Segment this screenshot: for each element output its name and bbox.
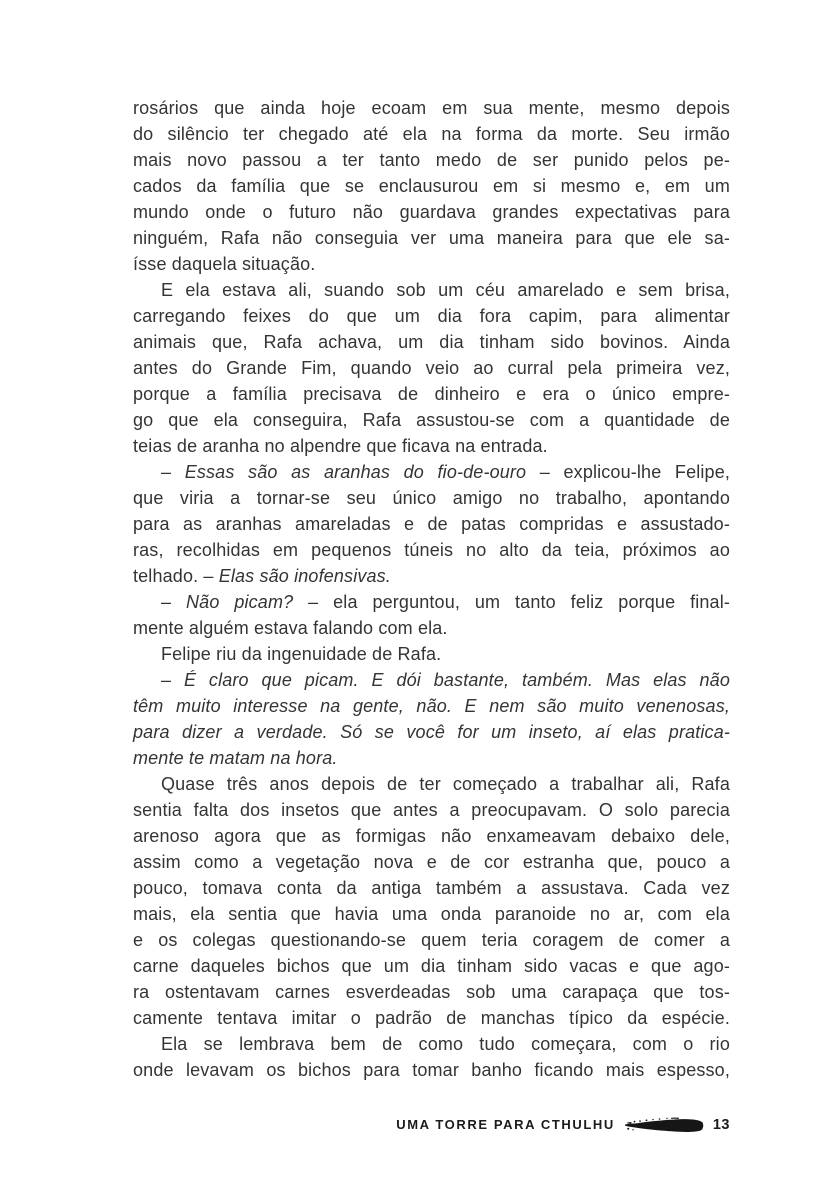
text-line	[133, 667, 730, 693]
text-line	[133, 251, 730, 277]
text-line	[133, 147, 730, 173]
text-line	[133, 199, 730, 225]
italic-text-segment: Elas são inofensivas.	[218, 566, 391, 586]
running-title: UMA TORRE PARA CTHULHU	[396, 1117, 615, 1132]
text-segment: assim como a vegetação nova e de cor estranha que, pouco a	[133, 852, 730, 872]
text-line	[133, 589, 730, 615]
text-line	[133, 823, 730, 849]
text-line	[133, 407, 730, 433]
text-line	[133, 693, 730, 719]
paragraph	[133, 277, 730, 459]
text-line	[133, 329, 730, 355]
text-segment: camente tentava imitar o padrão de manchas típico da espécie.	[133, 1008, 730, 1028]
paragraph	[133, 1031, 730, 1083]
text-segment: antes do Grande Fim, quando veio ao curral pela primeira vez,	[133, 358, 730, 378]
text-line	[133, 641, 730, 667]
paragraph	[133, 95, 730, 277]
text-segment: – ela perguntou, um tanto feliz porque final-	[293, 592, 730, 612]
text-segment: Ela se lembrava bem de como tudo começara, com o rio	[161, 1034, 730, 1054]
text-line	[133, 563, 730, 589]
text-line	[133, 719, 730, 745]
text-line	[133, 875, 730, 901]
text-line	[133, 121, 730, 147]
text-line	[133, 355, 730, 381]
text-segment: mais novo passou a ter tanto medo de ser punido pelos pe-	[133, 150, 730, 170]
text-segment: E ela estava ali, suando sob um céu amarelado e sem brisa,	[161, 280, 730, 300]
italic-text-segment: mente te matam na hora.	[133, 748, 338, 768]
text-segment: mais, ela sentia que havia uma onda paranoide no ar, com ela	[133, 904, 730, 924]
text-line	[133, 771, 730, 797]
paragraph	[133, 641, 730, 667]
text-segment: rosários que ainda hoje ecoam em sua mente, mesmo depois	[133, 98, 730, 118]
text-segment: teias de aranha no alpendre que ficava na entrada.	[133, 436, 548, 456]
italic-text-segment: – Essas são as aranhas do fio-de-ouro	[161, 462, 527, 482]
text-line	[133, 173, 730, 199]
text-line	[133, 745, 730, 771]
text-segment: e os colegas questionando-se quem teria coragem de comer a	[133, 930, 730, 950]
text-line	[133, 381, 730, 407]
text-line	[133, 1005, 730, 1031]
text-segment: do silêncio ter chegado até ela na forma da morte. Seu irmão	[133, 124, 730, 144]
text-block	[133, 95, 730, 1083]
page-number: 13	[712, 1116, 730, 1133]
text-segment: arenoso agora que as formigas não enxameavam debaixo dele,	[133, 826, 730, 846]
paragraph	[133, 771, 730, 1031]
text-segment: ninguém, Rafa não conseguia ver uma maneira para que ele sa-	[133, 228, 730, 248]
text-segment: ras, recolhidas em pequenos túneis no alto da teia, próximos ao	[133, 540, 730, 560]
text-segment: – explicou-lhe Felipe,	[526, 462, 731, 482]
text-line	[133, 485, 730, 511]
text-segment: pouco, tomava conta da antiga também a assustava. Cada vez	[133, 878, 730, 898]
italic-text-segment: têm muito interesse na gente, não. E nem são muito venenosas,	[133, 696, 730, 716]
text-line	[133, 459, 730, 485]
text-segment: Quase três anos depois de ter começado a trabalhar ali, Rafa	[161, 774, 730, 794]
text-segment: telhado. –	[133, 566, 219, 586]
italic-text-segment: – É claro que picam. E dói bastante, também. Mas elas não	[161, 670, 730, 690]
text-line	[133, 901, 730, 927]
text-segment: carne daqueles bichos que um dia tinham sido vacas e que ago-	[133, 956, 730, 976]
text-line	[133, 433, 730, 459]
text-segment: animais que, Rafa achava, um dia tinham sido bovinos. Ainda	[133, 332, 730, 352]
paragraph	[133, 459, 730, 589]
text-segment: cados da família que se enclausurou em si mesmo e, em um	[133, 176, 730, 196]
text-segment: onde levavam os bichos para tomar banho ficando mais espesso,	[133, 1060, 730, 1080]
text-segment: para as aranhas amareladas e de patas compridas e assustado-	[133, 514, 730, 534]
text-line	[133, 849, 730, 875]
ink-brush-stroke-icon	[624, 1117, 704, 1134]
italic-text-segment: – Não picam?	[161, 592, 294, 612]
text-line	[133, 303, 730, 329]
text-segment: sentia falta dos insetos que antes a preocupavam. O solo parecia	[133, 800, 730, 820]
text-line	[133, 95, 730, 121]
text-line	[133, 615, 730, 641]
text-segment: go que ela conseguira, Rafa assustou-se com a quantidade de	[133, 410, 730, 430]
paragraph	[133, 589, 730, 641]
text-segment: Felipe riu da ingenuidade de Rafa.	[161, 644, 442, 664]
text-segment: que viria a tornar-se seu único amigo no trabalho, apontando	[133, 488, 730, 508]
text-segment: carregando feixes do que um dia fora capim, para alimentar	[133, 306, 730, 326]
text-line	[133, 1031, 730, 1057]
text-line	[133, 1057, 730, 1083]
text-line	[133, 537, 730, 563]
italic-text-segment: para dizer a verdade. Só se você for um inseto, aí elas pratica-	[133, 722, 730, 742]
text-line	[133, 277, 730, 303]
text-line	[133, 979, 730, 1005]
text-line	[133, 225, 730, 251]
page-footer	[133, 1115, 730, 1134]
text-line	[133, 927, 730, 953]
text-segment: porque a família precisava de dinheiro e era o único empre-	[133, 384, 730, 404]
text-segment: ísse daquela situação.	[133, 254, 316, 274]
text-segment: mundo onde o futuro não guardava grandes expectativas para	[133, 202, 730, 222]
text-line	[133, 511, 730, 537]
text-segment: ra ostentavam carnes esverdeadas sob uma carapaça que tos-	[133, 982, 730, 1002]
text-segment: mente alguém estava falando com ela.	[133, 618, 448, 638]
paragraph	[133, 667, 730, 771]
text-line	[133, 953, 730, 979]
text-line	[133, 797, 730, 823]
